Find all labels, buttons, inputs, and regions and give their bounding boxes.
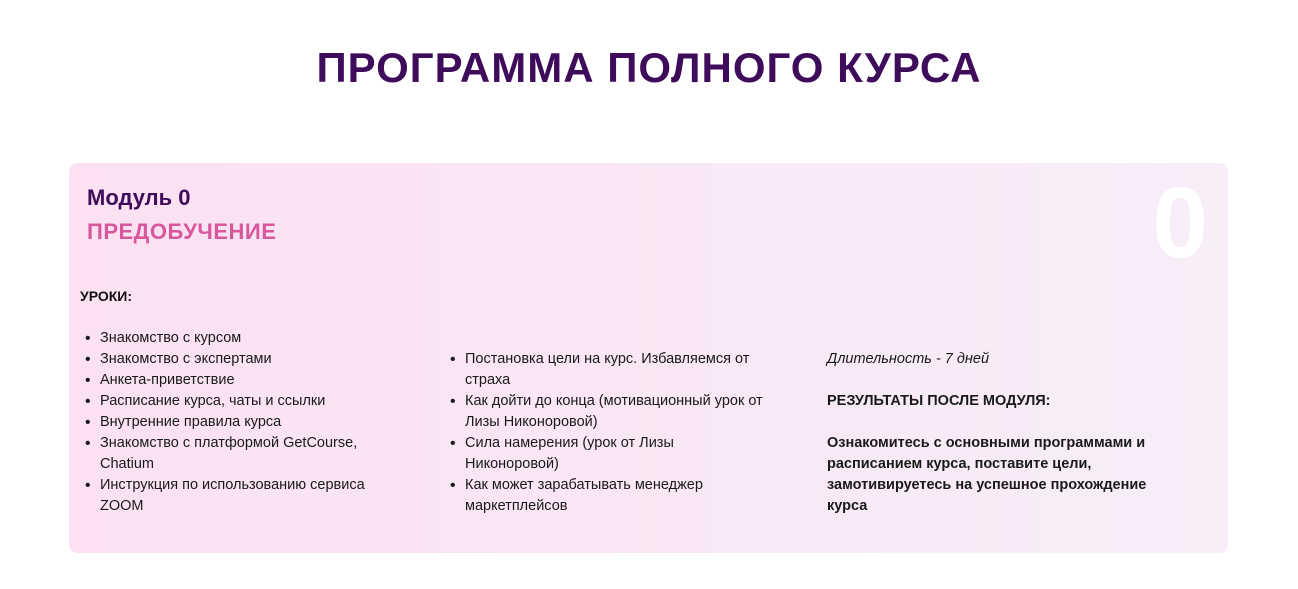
results-heading: РЕЗУЛЬТАТЫ ПОСЛЕ МОДУЛЯ: [827, 393, 1051, 409]
list-item: • Как может зарабатывать менеджер маркетплейсов [446, 475, 766, 517]
page-title: ПРОГРАММА ПОЛНОГО КУРСА [316, 44, 982, 91]
lesson-list-middle [446, 349, 766, 517]
module-subtitle: ПРЕДОБУЧЕНИЕ [87, 219, 277, 244]
list-item: • Расписание курса, чаты и ссылки [81, 391, 401, 412]
list-item: • Внутренние правила курса [81, 412, 401, 433]
list-item: • Знакомство с платформой GetCourse, Chatium [81, 433, 401, 475]
list-item: • Сила намерения (урок от Лизы Никоноровой) [446, 433, 766, 475]
list-item: • Знакомство с курсом [81, 328, 401, 349]
list-item: • Как дойти до конца (мотивационный урок от Лизы Никоноровой) [446, 391, 766, 433]
module-card [69, 163, 1228, 553]
module-number: 0 [1152, 167, 1208, 279]
list-item: • Постановка цели на курс. Избавляемся от страха [446, 349, 766, 391]
module-label: Модуль 0 [87, 185, 191, 210]
list-item: • Инструкция по использованию сервиса ZOOM [81, 475, 401, 517]
list-item: • Знакомство с экспертами [81, 349, 401, 370]
lesson-list-left [81, 328, 401, 517]
module-info [827, 349, 1167, 517]
results-text: Ознакомитесь с основными программами и расписанием курса, поставите цели, замотивируетесь на успешное прохождение курса [827, 435, 1147, 514]
lessons-heading: УРОКИ: [80, 288, 133, 304]
duration-text: Длительность - 7 дней [827, 351, 990, 367]
list-item: • Анкета-приветствие [81, 370, 401, 391]
